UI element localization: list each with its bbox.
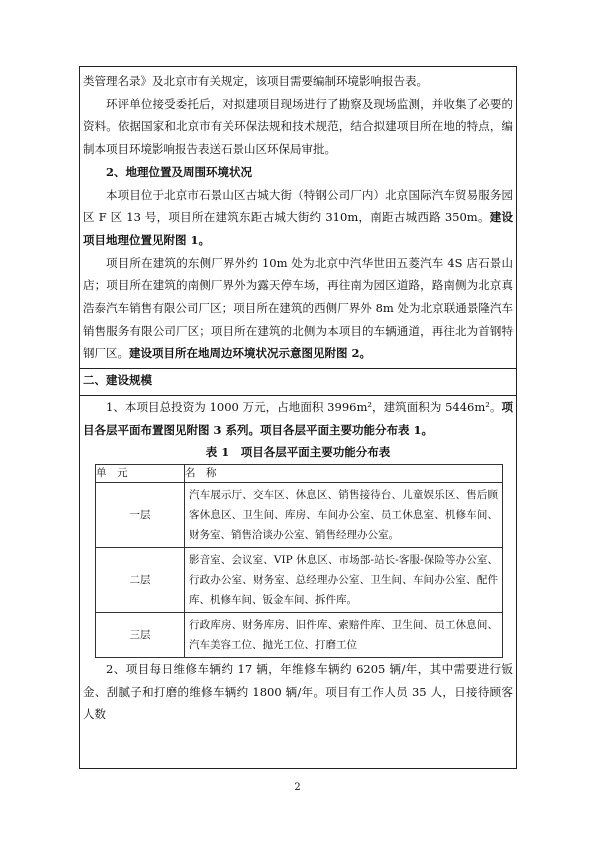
paragraph-5-bold: 项目各层平面布置图见附图 3 系列。项目各层平面主要功能分布表 1。 xyxy=(83,399,513,437)
document-body xyxy=(83,70,513,726)
heading-location: 2、地理位置及周围环境状况 xyxy=(106,164,253,179)
paragraph-4 xyxy=(83,252,513,366)
paragraph-1: 类管理名录》及北京市有关规定，该项目需要编制环境影响报告表。 xyxy=(83,74,428,88)
paragraph-4-text: 项目所在建筑的东侧厂界外约 10m 处为北京中汽华世田五菱汽车 4S 店石景山店；项目所在建筑的南侧厂界外为露天停车场，再往南为园区道路，路南侧为北京真浩泰汽车销售有限公司厂区；项目所在建筑的西侧厂界外 8m 处为北京联通景隆汽车销售服务有限公司厂区；项目所在建筑的北侧为本项目的车辆通道，再往北为首钢特钢厂区。 xyxy=(83,255,513,361)
paragraph-3-bold: 建设项目地理位置见附图 1。 xyxy=(83,210,513,247)
function-table xyxy=(95,464,503,658)
paragraph-5 xyxy=(83,396,513,441)
row-unit: 二层 xyxy=(96,547,185,612)
row-unit: 三层 xyxy=(96,612,185,657)
paragraph-6: 2、项目每日维修车辆约 17 辆，年维修车辆约 6205 辆/年，其中需要进行钣金、刮腻子和打磨的维修车辆约 1800 辆/年。项目有工作人员 35 人，日接待顾客人数 xyxy=(83,661,513,722)
paragraph-4-bold: 建设项目所在地周边环境状况示意图见附图 2。 xyxy=(129,346,372,361)
paragraph-3 xyxy=(83,184,513,252)
header-name: 名 称 xyxy=(185,464,503,482)
paragraph-3-text: 本项目位于北京市石景山区古城大街（特钢公司厂内）北京国际汽车贸易服务园区 F 区 13 号，项目所在建筑东距古城大街约 310m，南距古城西路 350m。 xyxy=(83,187,513,225)
page-number: 2 xyxy=(294,782,301,793)
table-row xyxy=(96,612,503,657)
row-unit: 一层 xyxy=(96,482,185,547)
paragraph-5-text: 1、本项目总投资为 1000 万元，占地面积 3996m²，建筑面积为 5446m²。 xyxy=(106,399,502,414)
row-names: 汽车展示厅、交车区、休息区、销售接待台、儿童娱乐区、售后顾客休息区、卫生间、库房、车间办公室、员工休息室、机修车间、财务室、销售洽谈办公室、销售经理办公室。 xyxy=(185,482,503,547)
paragraph-2: 环评单位接受委托后，对拟建项目现场进行了勘察及现场监测，并收集了必要的资料。依据国家和北京市有关环保法规和技术规范，结合拟建项目所在地的特点，编制本项目环境影响报告表送石景山区环保局审批。 xyxy=(83,96,513,157)
row-names: 影音室、会议室、VIP 休息区、市场部-站长-客服-保险等办公室、行政办公室、财务室、总经理办公室、卫生间、车间办公室、配件库、机修车间、钣金车间、拆件库。 xyxy=(185,547,503,612)
table-header-row xyxy=(96,464,503,482)
header-unit: 单 元 xyxy=(96,464,185,482)
table-title: 表 1 项目各层平面主要功能分布表 xyxy=(205,445,391,460)
table-row xyxy=(96,547,503,612)
table-row xyxy=(96,482,503,547)
section-heading-scale: 二、建设规模 xyxy=(83,373,152,388)
row-names: 行政库房、财务库房、旧件库、索赔件库、卫生间、员工休息间、汽车美容工位、抛光工位、打磨工位 xyxy=(185,612,503,657)
